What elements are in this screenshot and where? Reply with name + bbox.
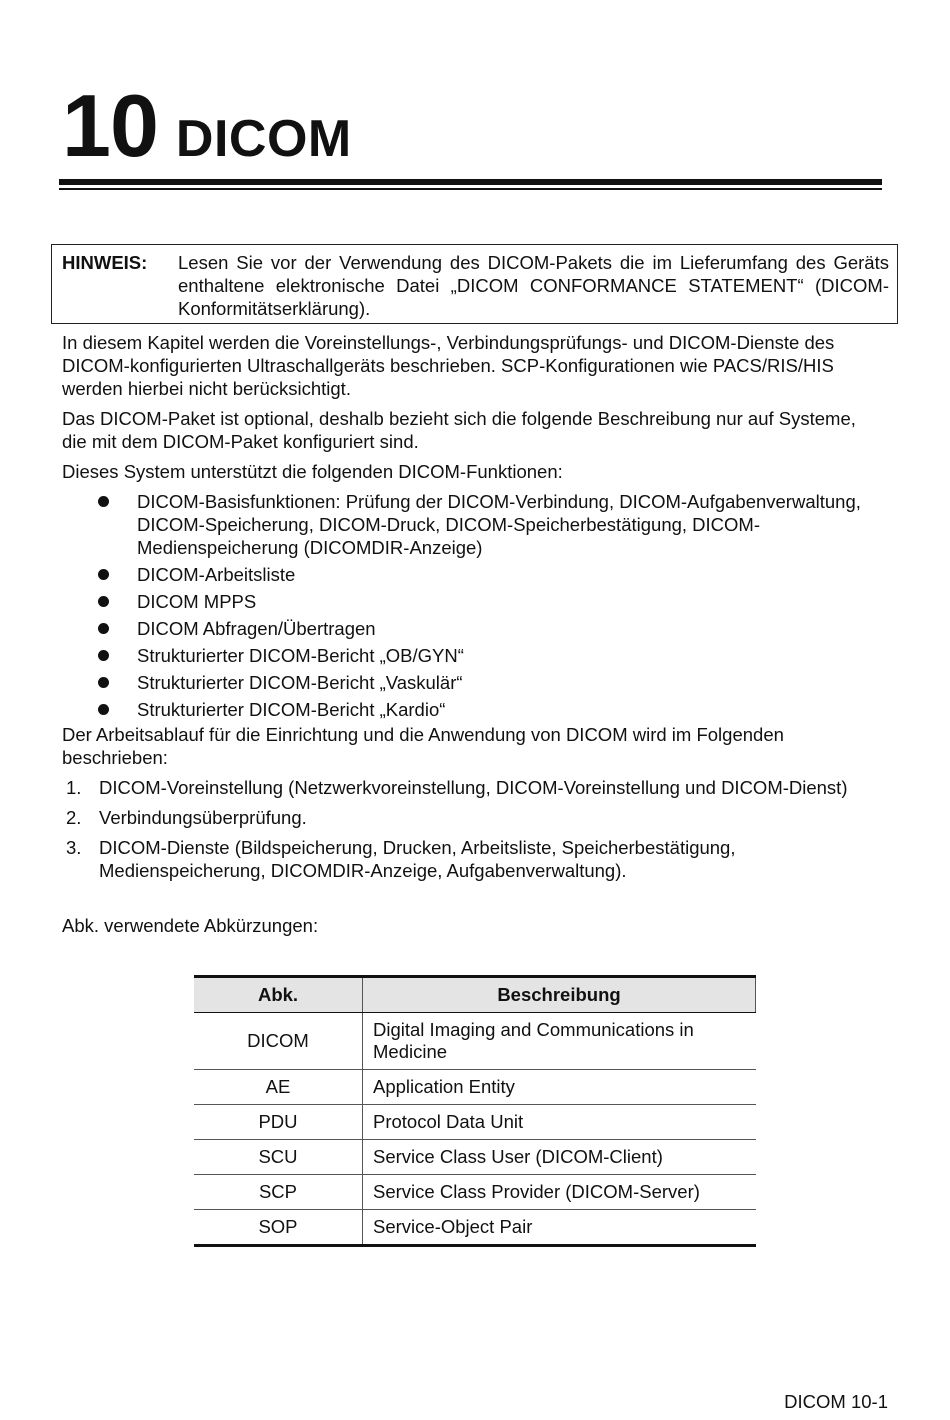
- bullet-icon: [98, 569, 109, 580]
- step-number: 2.: [66, 807, 82, 828]
- abbr-cell: DICOM: [194, 1013, 363, 1070]
- intro-paragraph: [62, 331, 862, 400]
- functions-list: [62, 490, 862, 725]
- table-header-row: [194, 977, 756, 1013]
- abbr-intro-text: Abk. verwendete Abkürzungen:: [62, 915, 319, 936]
- note-text: Lesen Sie vor der Verwendung des DICOM-Pakets die im Lieferumfang des Geräts enthaltene elektronische Datei „DICOM CONFORMANCE STATEMENT“ (DICOM-Konformitätserklärung).: [178, 252, 889, 319]
- optional-paragraph: [62, 407, 862, 453]
- step-number: 3.: [66, 837, 82, 858]
- heading-rule-thick: [59, 179, 882, 185]
- description-cell: Application Entity: [363, 1070, 756, 1105]
- abbr-cell: SCP: [194, 1175, 363, 1210]
- chapter-number: 10: [62, 76, 158, 175]
- list-item: [62, 490, 862, 559]
- chapter-title: DICOM: [175, 110, 352, 168]
- abbr-intro-paragraph: [62, 914, 862, 937]
- workflow-intro-paragraph: [62, 723, 862, 769]
- list-item-text: Strukturierter DICOM-Bericht „OB/GYN“: [137, 645, 464, 666]
- list-item-text: DICOM Abfragen/Übertragen: [137, 618, 376, 639]
- description-cell: Service Class Provider (DICOM-Server): [363, 1175, 756, 1210]
- workflow-intro-text: Der Arbeitsablauf für die Einrichtung und die Anwendung von DICOM wird im Folgenden beschrieben:: [62, 724, 784, 768]
- column-header-abbr: Abk.: [194, 977, 363, 1013]
- abbreviation-table: [194, 975, 756, 1247]
- description-cell: Protocol Data Unit: [363, 1105, 756, 1140]
- functions-intro-text: Dieses System unterstützt die folgenden DICOM-Funktionen:: [62, 461, 563, 482]
- list-item-text: DICOM-Arbeitsliste: [137, 564, 296, 585]
- list-item-text: DICOM MPPS: [137, 591, 257, 612]
- list-item: [62, 563, 862, 586]
- table-row: [194, 1140, 756, 1175]
- abbr-cell: SOP: [194, 1210, 363, 1246]
- step-text: DICOM-Voreinstellung (Netzwerkvoreinstellung, DICOM-Voreinstellung und DICOM-Dienst): [99, 777, 848, 798]
- bullet-icon: [98, 623, 109, 634]
- list-item-text: Strukturierter DICOM-Bericht „Kardio“: [137, 699, 446, 720]
- abbr-cell: SCU: [194, 1140, 363, 1175]
- abbr-cell: AE: [194, 1070, 363, 1105]
- column-header-description: Beschreibung: [363, 977, 756, 1013]
- list-item: [62, 698, 862, 721]
- bullet-icon: [98, 704, 109, 715]
- list-item: [62, 644, 862, 667]
- list-item: [62, 836, 862, 882]
- list-item-text: Strukturierter DICOM-Bericht „Vaskulär“: [137, 672, 463, 693]
- note-box: [51, 244, 898, 324]
- table-row: [194, 1175, 756, 1210]
- heading-rule-thin: [59, 188, 882, 190]
- abbr-cell: PDU: [194, 1105, 363, 1140]
- list-item: [62, 590, 862, 613]
- note-label: HINWEIS:: [62, 252, 148, 273]
- workflow-steps: [62, 776, 862, 889]
- page-footer: DICOM 10-1: [784, 1391, 888, 1412]
- bullet-icon: [98, 596, 109, 607]
- bullet-icon: [98, 496, 109, 507]
- description-cell: Digital Imaging and Communications in Medicine: [363, 1013, 756, 1070]
- description-cell: Service-Object Pair: [363, 1210, 756, 1246]
- list-item: [62, 671, 862, 694]
- functions-intro-paragraph: [62, 460, 862, 483]
- optional-text: Das DICOM-Paket ist optional, deshalb bezieht sich die folgende Beschreibung nur auf Systeme, die mit dem DICOM-Paket konfiguriert sind.: [62, 408, 856, 452]
- list-item: [62, 776, 862, 799]
- chapter-heading: [62, 78, 352, 174]
- step-number: 1.: [66, 777, 82, 798]
- list-item-text: DICOM-Basisfunktionen: Prüfung der DICOM-Verbindung, DICOM-Aufgabenverwaltung, DICOM-Speicherung, DICOM-Druck, DICOM-Speicherbestätigung, DICOM-Medienspeicherung (DICOMDIR-Anzeige): [137, 491, 861, 558]
- table-row: [194, 1210, 756, 1246]
- step-text: DICOM-Dienste (Bildspeicherung, Drucken, Arbeitsliste, Speicherbestätigung, Medienspeicherung, DICOMDIR-Anzeige, Aufgabenverwaltung).: [99, 837, 736, 881]
- intro-text: In diesem Kapitel werden die Voreinstellungs-, Verbindungsprüfungs- und DICOM-Dienste des DICOM-konfigurierten Ultraschallgeräts beschrieben. SCP-Konfigurationen wie PACS/RIS/HIS werden hierbei nicht berücksichtigt.: [62, 332, 835, 399]
- table-row: [194, 1070, 756, 1105]
- bullet-icon: [98, 677, 109, 688]
- list-item: [62, 806, 862, 829]
- bullet-icon: [98, 650, 109, 661]
- description-cell: Service Class User (DICOM-Client): [363, 1140, 756, 1175]
- list-item: [62, 617, 862, 640]
- step-text: Verbindungsüberprüfung.: [99, 807, 307, 828]
- table-row: [194, 1013, 756, 1070]
- table-row: [194, 1105, 756, 1140]
